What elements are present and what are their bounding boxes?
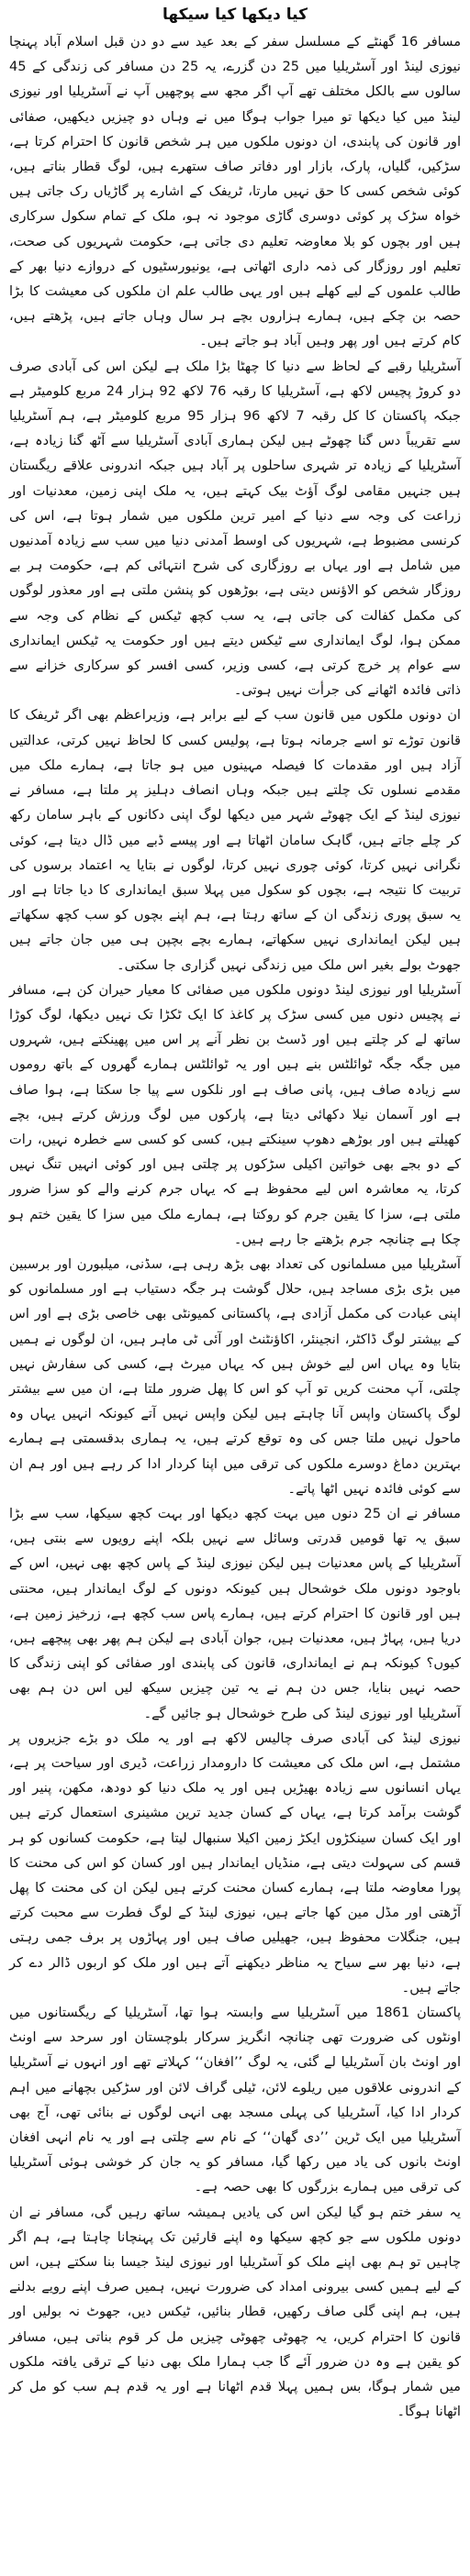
column-body [9, 29, 461, 2425]
paragraph: ان دونوں ملکوں میں قانون سب کے لیے برابر ہے، وزیراعظم بھی اگر ٹریفک کا قانون توڑے تو اسے جرمانہ ہوتا ہے، پولیس کسی کا لحاظ نہیں کرتی، عدالتیں آزاد ہیں اور مقدمات کا فیصلہ مہینوں میں ہو جاتا ہے، ہمارے ملک میں مقدمے نسلوں تک چلتے ہیں جبکہ وہاں انصاف دہلیز پر ملتا ہے، مسافر نے نیوزی لینڈ کے ایک چھوٹے شہر میں دیکھا لوگ اپنی دکانوں کے باہر سامان رکھ کر چلے جاتے ہیں، گاہک سامان اٹھاتا ہے اور پیسے ڈبے میں ڈال دیتا ہے، کوئی نگرانی نہیں کرتا، کوئی چوری نہیں کرتا، لوگوں نے بتایا یہ اعتماد برسوں کی تربیت کا نتیجہ ہے، بچوں کو سکول میں پہلا سبق ایمانداری کا دیا جاتا ہے اور یہ سبق پوری زندگی ان کے ساتھ رہتا ہے، ہم اپنے بچوں کو سب کچھ سکھاتے ہیں لیکن ایمانداری نہیں سکھاتے، ہمارے بچے بچپن ہی میں جان جاتے ہیں جھوٹ بولے بغیر اس ملک میں زندگی نہیں گزاری جا سکتی۔ [9, 707, 461, 973]
paragraph: یہ سفر ختم ہو گیا لیکن اس کی یادیں ہمیشہ ساتھ رہیں گی، مسافر نے ان دونوں ملکوں سے جو کچھ سیکھا وہ اپنے قارئین تک پہنچانا چاہتا ہے، ہم اگر چاہیں تو ہم بھی اپنے ملک کو آسٹریلیا اور نیوزی لینڈ جیسا بنا سکتے ہیں، اس کے لیے ہمیں کسی بیرونی امداد کی ضرورت نہیں، ہمیں صرف اپنے رویے بدلنے ہیں، ہم اپنی گلی صاف رکھیں، قطار بنائیں، ٹیکس دیں، جھوٹ نہ بولیں اور قانون کا احترام کریں، یہ چھوٹی چھوٹی چیزیں مل کر قوم بناتی ہیں، مسافر کو یقین ہے وہ دن ضرور آئے گا جب ہمارا ملک بھی دنیا کے ترقی یافتہ ملکوں میں شمار ہوگا، بس ہمیں پہلا قدم اٹھانا ہے اور یہ قدم ہم سب کو مل کر اٹھانا ہوگا۔ [9, 2204, 461, 2420]
paragraph: آسٹریلیا اور نیوزی لینڈ دونوں ملکوں میں صفائی کا معیار حیران کن ہے، مسافر نے پچیس دنوں میں کسی سڑک پر کاغذ کا ایک ٹکڑا تک نہیں دیکھا، لوگ کوڑا ساتھ لے کر چلتے ہیں اور ڈسٹ بن نظر آنے پر اس میں پھینکتے ہیں، شہروں میں جگہ جگہ ٹوائلٹس بنے ہیں اور یہ ٹوائلٹس ہمارے گھروں کے باتھ روموں سے زیادہ صاف ہیں، پانی صاف ہے اور نلکوں سے پیا جا سکتا ہے، ہوا صاف ہے اور آسمان نیلا دکھائی دیتا ہے، پارکوں میں لوگ ورزش کرتے ہیں، بچے کھیلتے ہیں اور بوڑھے دھوپ سینکتے ہیں، کسی کو کسی سے خطرہ نہیں، رات کے دو بجے بھی خواتین اکیلی سڑکوں پر چلتی ہیں اور کوئی انہیں تنگ نہیں کرتا، یہ معاشرہ اس لیے محفوظ ہے کہ یہاں جرم کرنے والے کو سزا ضرور ملتی ہے، سزا کا یقین جرم کو روکتا ہے، ہمارے ملک میں سزا کا یقین ختم ہو چکا ہے چنانچہ جرم بڑھتے جا رہے ہیں۔ [9, 981, 461, 1247]
paragraph: پاکستان 1861 میں آسٹریلیا سے وابستہ ہوا تھا، آسٹریلیا کے ریگستانوں میں اونٹوں کی ضرورت تھی چنانچہ انگریز سرکار بلوچستان اور سرحد سے اونٹ اور اونٹ بان آسٹریلیا لے گئی، یہ لوگ ’’افغان‘‘ کہلاتے تھے اور انہوں نے آسٹریلیا کے اندرونی علاقوں میں ریلوے لائن، ٹیلی گراف لائن اور سڑکیں بچھانے میں اہم کردار ادا کیا، آسٹریلیا کی پہلی مسجد بھی انہی لوگوں نے بنائی تھی، آج بھی آسٹریلیا میں ایک ٹرین ’’دی گھان‘‘ کے نام سے چلتی ہے اور یہ نام انہی افغان اونٹ بانوں کی یاد میں رکھا گیا، مسافر کو یہ جان کر خوشی ہوئی آسٹریلیا کی ترقی میں ہمارے بزرگوں کا بھی حصہ ہے۔ [9, 2005, 461, 2195]
paragraph: آسٹریلیا رقبے کے لحاظ سے دنیا کا چھٹا بڑا ملک ہے لیکن اس کی آبادی صرف دو کروڑ پچیس لاکھ ہے، آسٹریلیا کا رقبہ 76 لاکھ 92 ہزار 24 مربع کلومیٹر ہے جبکہ پاکستان کا کل رقبہ 7 لاکھ 96 ہزار 95 مربع کلومیٹر ہے، ہم آسٹریلیا سے تقریباً دس گنا چھوٹے ہیں لیکن ہماری آبادی آسٹریلیا سے آٹھ گنا زیادہ ہے، آسٹریلیا کے زیادہ تر شہری ساحلوں پر آباد ہیں جبکہ اندرونی علاقے ریگستان ہیں جنہیں مقامی لوگ آؤٹ بیک کہتے ہیں، یہ ملک اپنی زمین، معدنیات اور زراعت کی وجہ سے دنیا کے امیر ترین ملکوں میں شمار ہوتا ہے، اس کی کرنسی مضبوط ہے، شہریوں کی اوسط آمدنی دنیا میں سب سے زیادہ آمدنیوں میں شامل ہے اور یہاں بے روزگاری کی شرح انتہائی کم ہے، حکومت ہر بے روزگار شخص کو الاؤنس دیتی ہے، بوڑھوں کو پنشن ملتی ہے اور معذور لوگوں کی مکمل کفالت کی جاتی ہے، یہ سب کچھ ٹیکس کے نظام کی وجہ سے ممکن ہوا، لوگ ایمانداری سے ٹیکس دیتے ہیں اور حکومت یہ ٹیکس ایمانداری سے عوام پر خرچ کرتی ہے، کسی وزیر، کسی افسر کو سرکاری خزانے سے ذاتی فائدہ اٹھانے کی جرأت نہیں ہوتی۔ [9, 358, 462, 699]
paragraph: مسافر 16 گھنٹے کے مسلسل سفر کے بعد عید سے دو دن قبل اسلام آباد پہنچا نیوزی لینڈ اور آسٹریلیا میں 25 دن گزرے، یہ 25 دن مسافر کی زندگی کے 45 سالوں سے بالکل مختلف تھے آپ اگر مجھ سے پوچھیں آپ نے آسٹریلیا اور نیوزی لینڈ میں کیا دیکھا تو میرا جواب ہوگا میں نے وہاں دو چیزیں دیکھیں، صفائی اور قانون کی پابندی، ان دونوں ملکوں میں ہر شخص قانون کا احترام کرتا ہے، سڑکیں، گلیاں، پارک، بازار اور دفاتر صاف ستھرے ہیں، لوگ قطار بناتے ہیں، کوئی شخص کسی کا حق نہیں مارتا، ٹریفک کے اشارے پر گاڑیاں رک جاتی ہیں خواہ سڑک پر کوئی دوسری گاڑی موجود نہ ہو، ملک کے تمام سکول سرکاری ہیں اور بچوں کو بلا معاوضہ تعلیم دی جاتی ہے، حکومت شہریوں کی صحت، تعلیم اور روزگار کی ذمہ داری اٹھاتی ہے، یونیورسٹیوں کے دروازے دنیا بھر کے طالب علموں کے لیے کھلے ہیں اور یہی طالب علم ان ملکوں کی معیشت کا بڑا حصہ بن چکے ہیں، ہمارے ہزاروں بچے ہر سال وہاں جاتے ہیں، پڑھتے ہیں، کام کرتے ہیں اور پھر وہیں آباد ہو جاتے ہیں۔ [9, 34, 462, 349]
paragraph: آسٹریلیا میں مسلمانوں کی تعداد بھی بڑھ رہی ہے، سڈنی، میلبورن اور برسبین میں بڑی بڑی مساجد ہیں، حلال گوشت ہر جگہ دستیاب ہے اور مسلمانوں کو اپنی عبادت کی مکمل آزادی ہے، پاکستانی کمیونٹی بھی خاصی بڑی ہے اور اس کے بیشتر لوگ ڈاکٹر، انجینئر، اکاؤنٹنٹ اور آئی ٹی ماہر ہیں، ان لوگوں نے ہمیں بتایا وہ یہاں اس لیے خوش ہیں کہ یہاں میرٹ ہے، کسی کی سفارش نہیں چلتی، آپ محنت کریں تو آپ کو اس کا پھل ضرور ملتا ہے، ان میں سے بیشتر لوگ پاکستان واپس آنا چاہتے ہیں لیکن واپس نہیں آتے کیونکہ انہیں یہاں وہ ماحول نہیں ملتا جس کی وہ توقع کرتے ہیں، یہ ہماری بدقسمتی ہے ہمارے بہترین دماغ دوسرے ملکوں کی ترقی میں اپنا کردار ادا کر رہے ہیں اور ہم ان سے کوئی فائدہ نہیں اٹھا پاتے۔ [9, 1255, 461, 1497]
paragraph: نیوزی لینڈ کی آبادی صرف چالیس لاکھ ہے اور یہ ملک دو بڑے جزیروں پر مشتمل ہے، اس ملک کی معیشت کا دارومدار زراعت، ڈیری اور سیاحت پر ہے، یہاں انسانوں سے زیادہ بھیڑیں ہیں اور یہ ملک دنیا کو دودھ، مکھن، پنیر اور گوشت برآمد کرتا ہے، یہاں کے کسان جدید ترین مشینری استعمال کرتے ہیں اور ایک کسان سینکڑوں ایکڑ زمین اکیلا سنبھال لیتا ہے، حکومت کسانوں کو ہر قسم کی سہولت دیتی ہے، منڈیاں ایماندار ہیں اور کسان کو اس کی محنت کا پورا معاوضہ ملتا ہے، ہمارے کسان محنت کرتے ہیں لیکن ان کی محنت کا پھل آڑھتی اور مڈل مین کھا جاتے ہیں، نیوزی لینڈ کے لوگ فطرت سے محبت کرتے ہیں، جنگلات محفوظ ہیں، جھیلیں صاف ہیں اور پہاڑوں پر برف جمی رہتی ہے، دنیا بھر سے سیاح یہ مناظر دیکھنے آتے ہیں اور ملک کو اربوں ڈالر دے کر جاتے ہیں۔ [9, 1730, 461, 1996]
paragraph: مسافر نے ان 25 دنوں میں بہت کچھ دیکھا اور بہت کچھ سیکھا، سب سے بڑا سبق یہ تھا قومیں قدرتی وسائل سے نہیں بلکہ اپنے رویوں سے بنتی ہیں، آسٹریلیا کے پاس معدنیات ہیں لیکن نیوزی لینڈ کے پاس کچھ بھی نہیں، اس کے باوجود دونوں ملک خوشحال ہیں کیونکہ دونوں کے لوگ ایماندار ہیں، محنتی ہیں اور قانون کا احترام کرتے ہیں، ہمارے پاس سب کچھ ہے، زرخیز زمین ہے، دریا ہیں، پہاڑ ہیں، معدنیات ہیں، جوان آبادی ہے لیکن ہم پھر بھی پیچھے ہیں، کیوں؟ کیونکہ ہم نے ایمانداری، قانون کی پابندی اور صفائی کو اپنی زندگی کا حصہ نہیں بنایا، جس دن ہم نے یہ تین چیزیں سیکھ لیں اس دن ہم بھی آسٹریلیا اور نیوزی لینڈ کی طرح خوشحال ہو جائیں گے۔ [9, 1505, 461, 1721]
column-title: کیا دیکھا کیا سیکھا [162, 6, 308, 24]
